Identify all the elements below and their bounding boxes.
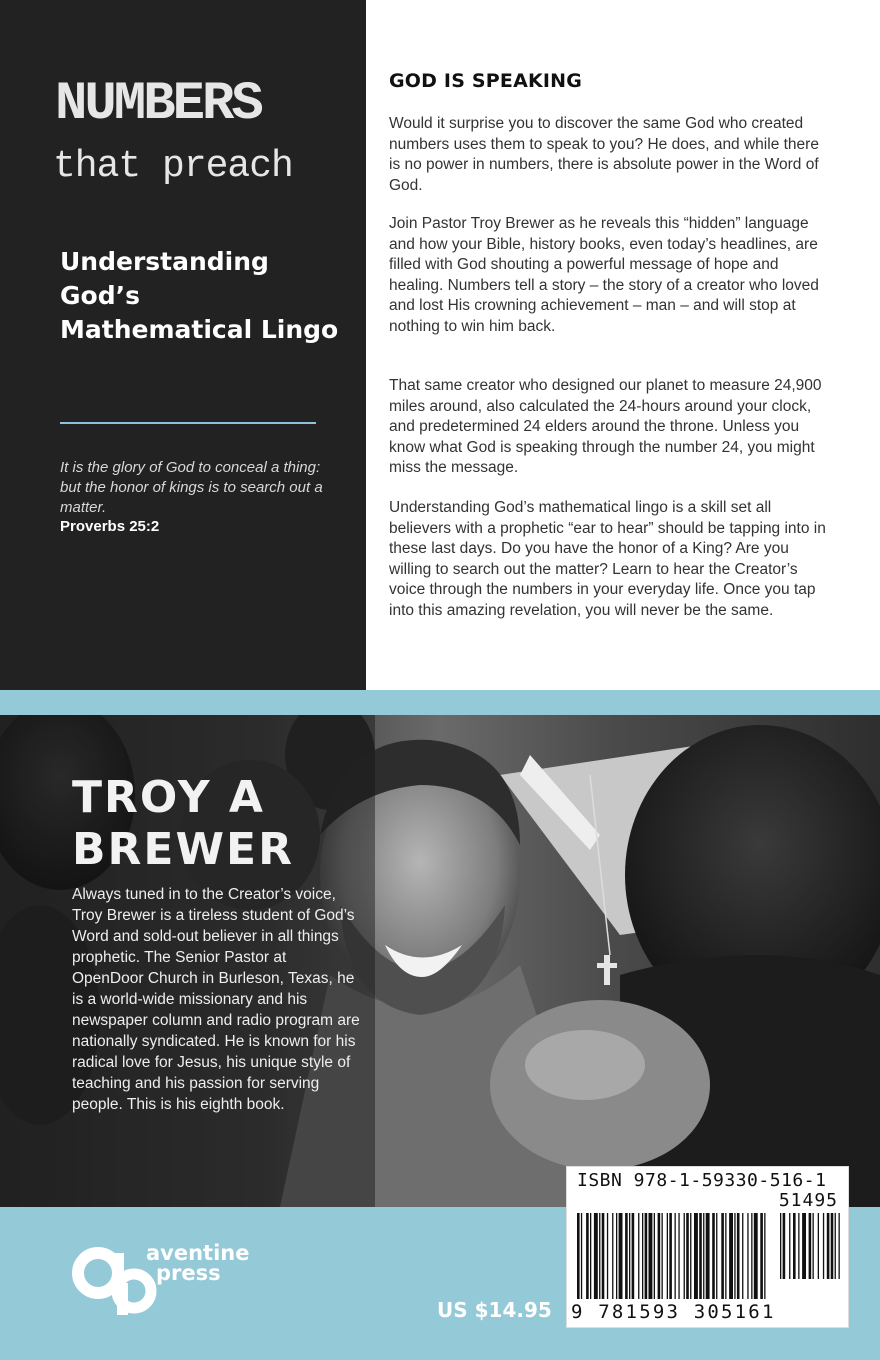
barcode-bar xyxy=(654,1213,655,1299)
barcode-bar xyxy=(754,1213,758,1299)
barcode-bar xyxy=(599,1213,600,1299)
barcode-bar xyxy=(658,1213,661,1299)
description-paragraph-4: Understanding God’s mathematical lingo is a skill set all believers with a prophetic “ear to hear” should be tapping into in these last days. Do you have the honor of a King? Are you willing to search out the matter? Learn to hear the Creator’s voice through the numbers in your everyday life. Once you tap into this amazing revelation, you will never be the same. xyxy=(389,499,826,619)
barcode-addon-bar xyxy=(793,1213,796,1279)
barcode-addon-bar xyxy=(831,1213,834,1279)
book-subtitle: Understanding God’s Mathematical Lingo xyxy=(60,247,339,344)
book-title: NUMBERS xyxy=(55,74,261,135)
barcode-bar xyxy=(684,1213,685,1299)
barcode-ean-number: 9 781593 305161 xyxy=(571,1301,776,1323)
barcode-addon-bar xyxy=(818,1213,819,1279)
publisher-name-line-2: press xyxy=(156,1261,221,1285)
barcode-bar xyxy=(586,1213,589,1299)
barcode-bars-icon xyxy=(575,1213,843,1303)
barcode-bar xyxy=(594,1213,598,1299)
barcode-addon-bar xyxy=(827,1213,830,1279)
barcode-addon-bar xyxy=(780,1213,781,1279)
barcode-bar xyxy=(590,1213,591,1299)
scripture-reference: Proverbs 25:2 xyxy=(60,518,160,535)
barcode-bar xyxy=(725,1213,726,1299)
barcode-addon-bar xyxy=(809,1213,812,1279)
book-title-sub: that preach xyxy=(53,145,293,188)
barcode-bar xyxy=(675,1213,676,1299)
barcode-bar xyxy=(667,1213,668,1299)
barcode-bar xyxy=(612,1213,613,1299)
isbn-barcode xyxy=(566,1166,849,1328)
barcode-bar xyxy=(729,1213,733,1299)
isbn-label: ISBN 978-1-59330-516-1 xyxy=(577,1170,827,1191)
barcode-bar xyxy=(703,1213,704,1299)
barcode-bar xyxy=(712,1213,715,1299)
barcode-bar xyxy=(706,1213,710,1299)
barcode-addon-number: 51495 xyxy=(778,1190,838,1211)
barcode-bar xyxy=(638,1213,639,1299)
barcode-bar xyxy=(625,1213,628,1299)
barcode-bar xyxy=(577,1213,580,1299)
author-name-line-2: BREWER xyxy=(72,824,294,875)
price-label: US $14.95 xyxy=(437,1298,552,1322)
description-paragraph-3: That same creator who designed our planet to measure 24,900 miles around, also calculated the 24-hours around your clock, and predetermined 24 elders around the throne. Unless you know what God is speaking through the number 24, you might miss the message. xyxy=(389,377,822,476)
barcode-bar xyxy=(607,1213,608,1299)
barcode-addon-bar xyxy=(839,1213,840,1279)
barcode-bar xyxy=(699,1213,702,1299)
barcode-bar xyxy=(742,1213,743,1299)
barcode-bar xyxy=(616,1213,617,1299)
barcode-addon-bar xyxy=(798,1213,799,1279)
barcode-bar xyxy=(694,1213,698,1299)
barcode-bar xyxy=(581,1213,582,1299)
barcode-bar xyxy=(747,1213,748,1299)
barcode-addon-bar xyxy=(783,1213,786,1279)
description-paragraph-1: Would it surprise you to discover the same God who created numbers uses them to speak to you? He does, and while there is no power in numbers, there is absolute power in the Word of God. xyxy=(389,115,819,194)
accent-band-top xyxy=(0,690,880,715)
barcode-addon-bar xyxy=(813,1213,814,1279)
barcode-bar xyxy=(686,1213,689,1299)
author-name-line-1: TROY A xyxy=(72,772,265,823)
barcode-bar xyxy=(760,1213,763,1299)
description-paragraph-2: Join Pastor Troy Brewer as he reveals this “hidden” language and how your Bible, history books, even today’s headlines, are filled with God shouting a powerful message of hope and healing. Numbers tell a story – the story of a creator who loved and lost His crowning achievement – man – and will stop at nothing to win him back. xyxy=(389,215,819,335)
barcode-bar xyxy=(642,1213,643,1299)
barcode-addon-bar xyxy=(802,1213,806,1279)
scripture-quote: It is the glory of God to conceal a thing: but the honor of kings is to search out a matter. xyxy=(60,459,323,516)
barcode-bar xyxy=(751,1213,752,1299)
description-heading: GOD IS SPEAKING xyxy=(389,70,583,92)
barcode-bar xyxy=(662,1213,663,1299)
barcode-bar xyxy=(716,1213,717,1299)
barcode-bar xyxy=(764,1213,765,1299)
barcode-addon-bar xyxy=(823,1213,824,1279)
barcode-bar xyxy=(649,1213,653,1299)
description-panel xyxy=(366,0,880,690)
barcode-bar xyxy=(602,1213,605,1299)
author-bio: Always tuned in to the Creator’s voice, Troy Brewer is a tireless student of God’s Word and sold-out believer in all things prophetic. The Senior Pastor at OpenDoor Church in Burleson, Texas, he is a world-wide missionary and his newspaper column and radio program are nationally syndicated. He is known for his radical love for Jesus, his unique style of teaching and his passion for serving people. This is his eighth book. xyxy=(72,886,360,1113)
divider-line xyxy=(60,422,316,424)
barcode-bar xyxy=(645,1213,648,1299)
publisher-name-line-1: aventine xyxy=(146,1241,250,1265)
barcode-bar xyxy=(669,1213,672,1299)
barcode-addon-bar xyxy=(789,1213,790,1279)
barcode-bar xyxy=(690,1213,691,1299)
barcode-bar xyxy=(632,1213,635,1299)
barcode-bar xyxy=(678,1213,679,1299)
barcode-bar xyxy=(619,1213,623,1299)
barcode-bar xyxy=(721,1213,724,1299)
barcode-bar xyxy=(737,1213,740,1299)
author-name xyxy=(72,772,294,876)
barcode-addon-bar xyxy=(835,1213,836,1279)
barcode-bar xyxy=(734,1213,735,1299)
barcode-bar xyxy=(629,1213,630,1299)
